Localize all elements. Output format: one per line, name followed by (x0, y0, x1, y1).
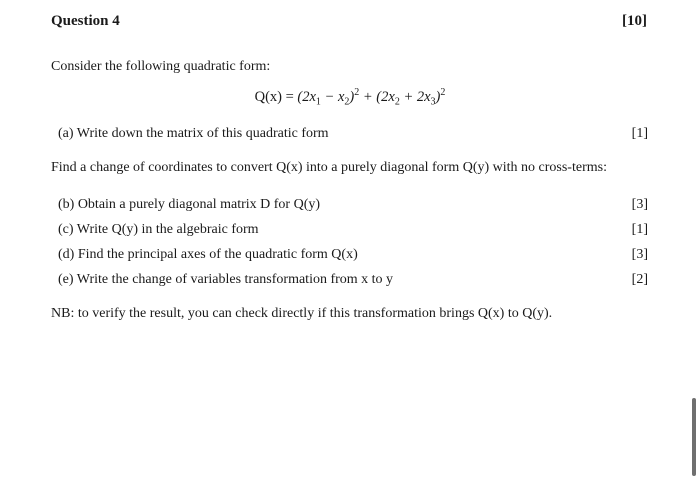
part-a (58, 126, 648, 142)
part-e-mark: [2] (631, 272, 648, 287)
part-a-label: (a) Write down the matrix of this quadratic form (58, 126, 329, 141)
part-d (58, 247, 648, 263)
part-c-mark: [1] (631, 222, 648, 237)
intro-text: Consider the following quadratic form: (51, 59, 271, 74)
part-b (58, 197, 648, 213)
formula-sup2: 2 (440, 87, 446, 98)
formula-sub1: 1 (315, 96, 321, 108)
part-b-mark: [3] (631, 197, 648, 212)
formula-sub4: 3 (430, 96, 436, 108)
formula-term1: (2x (297, 88, 316, 105)
formula-close1: ) (349, 88, 355, 105)
nb-note: NB: to verify the result, you can check directly if this transformation brings Q(x) to Q(y). (51, 306, 553, 321)
vertical-scrollbar[interactable] (692, 398, 696, 476)
part-c (58, 222, 648, 238)
part-d-mark: [3] (631, 247, 648, 262)
formula-plus: + (2x (359, 88, 395, 105)
formula-plus2: + 2x (399, 88, 431, 105)
find-instruction: Find a change of coordinates to convert Q(x) into a purely diagonal form Q(y) with no cross-terms: (51, 160, 607, 175)
part-a-mark: [1] (631, 126, 648, 141)
formula-sub3: 2 (394, 96, 400, 108)
question-total-marks: [10] (622, 13, 647, 29)
quadratic-form-formula (0, 87, 700, 108)
formula-close2: ) (435, 88, 441, 105)
part-d-label: (d) Find the principal axes of the quadratic form Q(x) (58, 247, 358, 262)
part-e-label: (e) Write the change of variables transformation from x to y (58, 272, 394, 287)
formula-sup1: 2 (354, 87, 360, 98)
question-title: Question 4 (51, 13, 120, 29)
part-e (58, 272, 648, 288)
formula-sub2: 2 (344, 96, 350, 108)
part-b-label: (b) Obtain a purely diagonal matrix D for Q(y) (58, 197, 321, 212)
formula-lhs: Q(x) = (254, 88, 298, 105)
formula-minus: − x (320, 88, 345, 105)
part-c-label: (c) Write Q(y) in the algebraic form (58, 222, 259, 237)
